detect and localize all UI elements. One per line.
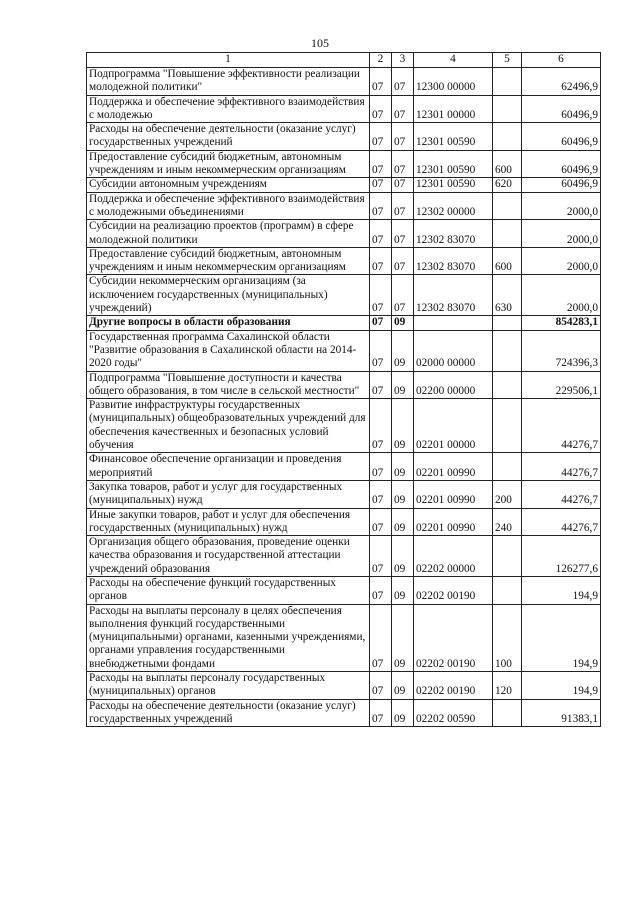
name-cell: Финансовое обеспечение организации и проведения мероприятий — [87, 453, 370, 481]
expense-type-cell — [493, 192, 522, 220]
column-header-3: 3 — [392, 53, 414, 68]
amount-cell: 60496,9 — [522, 95, 601, 123]
table-row — [87, 399, 601, 453]
subsection-cell: 09 — [392, 672, 414, 700]
table-row — [87, 220, 601, 248]
subsection-cell: 09 — [392, 316, 414, 330]
expense-type-cell — [493, 95, 522, 123]
name-cell: Субсидии на реализацию проектов (программ) в сфере молодежной политики — [87, 220, 370, 248]
target-article-cell: 12302 83070 — [414, 220, 493, 248]
name-cell: Подпрограмма "Повышение эффективности реализации молодежной политики" — [87, 68, 370, 96]
page-number: 105 — [311, 36, 329, 50]
expense-type-cell: 120 — [493, 672, 522, 700]
table-row — [87, 68, 601, 96]
table-row — [87, 123, 601, 151]
amount-cell: 2000,0 — [522, 220, 601, 248]
amount-cell: 44276,7 — [522, 399, 601, 453]
table-row — [87, 453, 601, 481]
expense-type-cell: 200 — [493, 480, 522, 508]
subsection-cell: 07 — [392, 68, 414, 96]
section-cell: 07 — [370, 123, 392, 151]
section-cell: 07 — [370, 95, 392, 123]
subsection-cell: 09 — [392, 453, 414, 481]
column-header-6: 6 — [522, 53, 601, 68]
table-row — [87, 275, 601, 316]
amount-cell: 2000,0 — [522, 192, 601, 220]
target-article-cell: 12301 00590 — [414, 150, 493, 178]
table-row — [87, 508, 601, 536]
section-cell: 07 — [370, 220, 392, 248]
column-header-2: 2 — [370, 53, 392, 68]
subsection-cell: 09 — [392, 371, 414, 399]
expense-type-cell — [493, 220, 522, 248]
expense-type-cell — [493, 453, 522, 481]
section-cell: 07 — [370, 68, 392, 96]
amount-cell: 194,9 — [522, 576, 601, 604]
expense-type-cell — [493, 371, 522, 399]
subsection-cell: 09 — [392, 604, 414, 671]
expense-type-cell — [493, 68, 522, 96]
subsection-cell: 09 — [392, 536, 414, 577]
name-cell: Другие вопросы в области образования — [87, 316, 370, 330]
name-cell: Поддержка и обеспечение эффективного взаимодействия с молодежью — [87, 95, 370, 123]
table-row — [87, 536, 601, 577]
amount-cell: 62496,9 — [522, 68, 601, 96]
table-row — [87, 672, 601, 700]
table-row — [87, 699, 601, 727]
expense-type-cell: 600 — [493, 247, 522, 275]
name-cell: Предоставление субсидий бюджетным, автономным учреждениям и иным некоммерческим организациям — [87, 150, 370, 178]
expense-type-cell: 630 — [493, 275, 522, 316]
table-row — [87, 480, 601, 508]
name-cell: Расходы на обеспечение деятельности (оказание услуг) государственных учреждений — [87, 123, 370, 151]
subsection-cell: 07 — [392, 123, 414, 151]
amount-cell: 854283,1 — [522, 316, 601, 330]
subsection-cell: 07 — [392, 150, 414, 178]
target-article-cell: 12301 00000 — [414, 95, 493, 123]
target-article-cell: 02202 00190 — [414, 604, 493, 671]
column-header-5: 5 — [493, 53, 522, 68]
target-article-cell — [414, 316, 493, 330]
name-cell: Закупка товаров, работ и услуг для государственных (муниципальных) нужд — [87, 480, 370, 508]
target-article-cell: 12301 00590 — [414, 178, 493, 192]
target-article-cell: 02202 00190 — [414, 576, 493, 604]
amount-cell: 44276,7 — [522, 508, 601, 536]
section-cell: 07 — [370, 480, 392, 508]
subsection-cell: 09 — [392, 330, 414, 371]
target-article-cell: 02201 00990 — [414, 508, 493, 536]
amount-cell: 194,9 — [522, 604, 601, 671]
subsection-cell: 07 — [392, 247, 414, 275]
target-article-cell: 02202 00190 — [414, 672, 493, 700]
name-cell: Иные закупки товаров, работ и услуг для обеспечения государственных (муниципальных) нужд — [87, 508, 370, 536]
name-cell: Поддержка и обеспечение эффективного взаимодействия с молодежными объединениями — [87, 192, 370, 220]
target-article-cell: 02202 00000 — [414, 536, 493, 577]
subsection-cell: 09 — [392, 508, 414, 536]
table-row — [87, 371, 601, 399]
target-article-cell: 02202 00590 — [414, 699, 493, 727]
section-cell: 07 — [370, 536, 392, 577]
section-cell: 07 — [370, 178, 392, 192]
subsection-cell: 09 — [392, 480, 414, 508]
column-header-1: 1 — [87, 53, 370, 68]
target-article-cell: 12302 83070 — [414, 247, 493, 275]
target-article-cell: 02000 00000 — [414, 330, 493, 371]
subsection-cell: 09 — [392, 699, 414, 727]
section-cell: 07 — [370, 699, 392, 727]
target-article-cell: 02200 00000 — [414, 371, 493, 399]
table-header-row — [87, 53, 601, 68]
table-row — [87, 604, 601, 671]
expense-type-cell: 600 — [493, 150, 522, 178]
name-cell: Субсидии автономным учреждениям — [87, 178, 370, 192]
amount-cell: 724396,3 — [522, 330, 601, 371]
amount-cell: 229506,1 — [522, 371, 601, 399]
column-header-4: 4 — [414, 53, 493, 68]
subsection-cell: 07 — [392, 220, 414, 248]
subsection-cell: 07 — [392, 95, 414, 123]
amount-cell: 60496,9 — [522, 150, 601, 178]
table-row — [87, 192, 601, 220]
name-cell: Подпрограмма "Повышение доступности и качества общего образования, в том числе в сельской местности" — [87, 371, 370, 399]
section-cell: 07 — [370, 330, 392, 371]
target-article-cell: 12300 00000 — [414, 68, 493, 96]
table-row — [87, 95, 601, 123]
table-row — [87, 247, 601, 275]
subsection-cell: 07 — [392, 192, 414, 220]
budget-table — [86, 52, 601, 727]
target-article-cell: 12302 00000 — [414, 192, 493, 220]
amount-cell: 44276,7 — [522, 480, 601, 508]
target-article-cell: 02201 00000 — [414, 399, 493, 453]
name-cell: Государственная программа Сахалинской области "Развитие образования в Сахалинской области на 2014-2020 годы" — [87, 330, 370, 371]
section-cell: 07 — [370, 192, 392, 220]
expense-type-cell — [493, 536, 522, 577]
target-article-cell: 02201 00990 — [414, 453, 493, 481]
subsection-cell: 09 — [392, 399, 414, 453]
expense-type-cell — [493, 316, 522, 330]
amount-cell: 91383,1 — [522, 699, 601, 727]
subsection-cell: 09 — [392, 576, 414, 604]
section-cell: 07 — [370, 371, 392, 399]
expense-type-cell: 620 — [493, 178, 522, 192]
amount-cell: 44276,7 — [522, 453, 601, 481]
name-cell: Развитие инфраструктуры государственных (муниципальных) общеобразовательных учреждений для обеспечения качественных и безопасных условий обучения — [87, 399, 370, 453]
table-row — [87, 150, 601, 178]
target-article-cell: 12301 00590 — [414, 123, 493, 151]
target-article-cell: 12302 83070 — [414, 275, 493, 316]
subsection-cell: 07 — [392, 275, 414, 316]
section-cell: 07 — [370, 604, 392, 671]
section-cell: 07 — [370, 399, 392, 453]
subsection-cell: 07 — [392, 178, 414, 192]
name-cell: Расходы на обеспечение функций государственных органов — [87, 576, 370, 604]
name-cell: Расходы на обеспечение деятельности (оказание услуг) государственных учреждений — [87, 699, 370, 727]
target-article-cell: 02201 00990 — [414, 480, 493, 508]
expense-type-cell — [493, 399, 522, 453]
amount-cell: 60496,9 — [522, 123, 601, 151]
expense-type-cell — [493, 699, 522, 727]
table-row — [87, 330, 601, 371]
name-cell: Организация общего образования, проведение оценки качества образования и государственной аттестации учреждений образования — [87, 536, 370, 577]
table-row — [87, 178, 601, 192]
table-row — [87, 576, 601, 604]
expense-type-cell — [493, 330, 522, 371]
name-cell: Предоставление субсидий бюджетным, автономным учреждениям и иным некоммерческим организациям — [87, 247, 370, 275]
name-cell: Субсидии некоммерческим организациям (за исключением государственных (муниципальных) учреждений) — [87, 275, 370, 316]
expense-type-cell: 100 — [493, 604, 522, 671]
section-cell: 07 — [370, 247, 392, 275]
section-cell: 07 — [370, 316, 392, 330]
name-cell: Расходы на выплаты персоналу государственных (муниципальных) органов — [87, 672, 370, 700]
section-cell: 07 — [370, 453, 392, 481]
amount-cell: 60496,9 — [522, 178, 601, 192]
section-cell: 07 — [370, 275, 392, 316]
amount-cell: 126277,6 — [522, 536, 601, 577]
section-cell: 07 — [370, 150, 392, 178]
amount-cell: 2000,0 — [522, 275, 601, 316]
table-row — [87, 316, 601, 330]
section-cell: 07 — [370, 508, 392, 536]
section-cell: 07 — [370, 576, 392, 604]
section-cell: 07 — [370, 672, 392, 700]
expense-type-cell — [493, 123, 522, 151]
expense-type-cell: 240 — [493, 508, 522, 536]
amount-cell: 194,9 — [522, 672, 601, 700]
expense-type-cell — [493, 576, 522, 604]
amount-cell: 2000,0 — [522, 247, 601, 275]
name-cell: Расходы на выплаты персоналу в целях обеспечения выполнения функций государственными (муниципальными) органами, казенными учреждениями, органами управления государственными внебюджетными фондами — [87, 604, 370, 671]
